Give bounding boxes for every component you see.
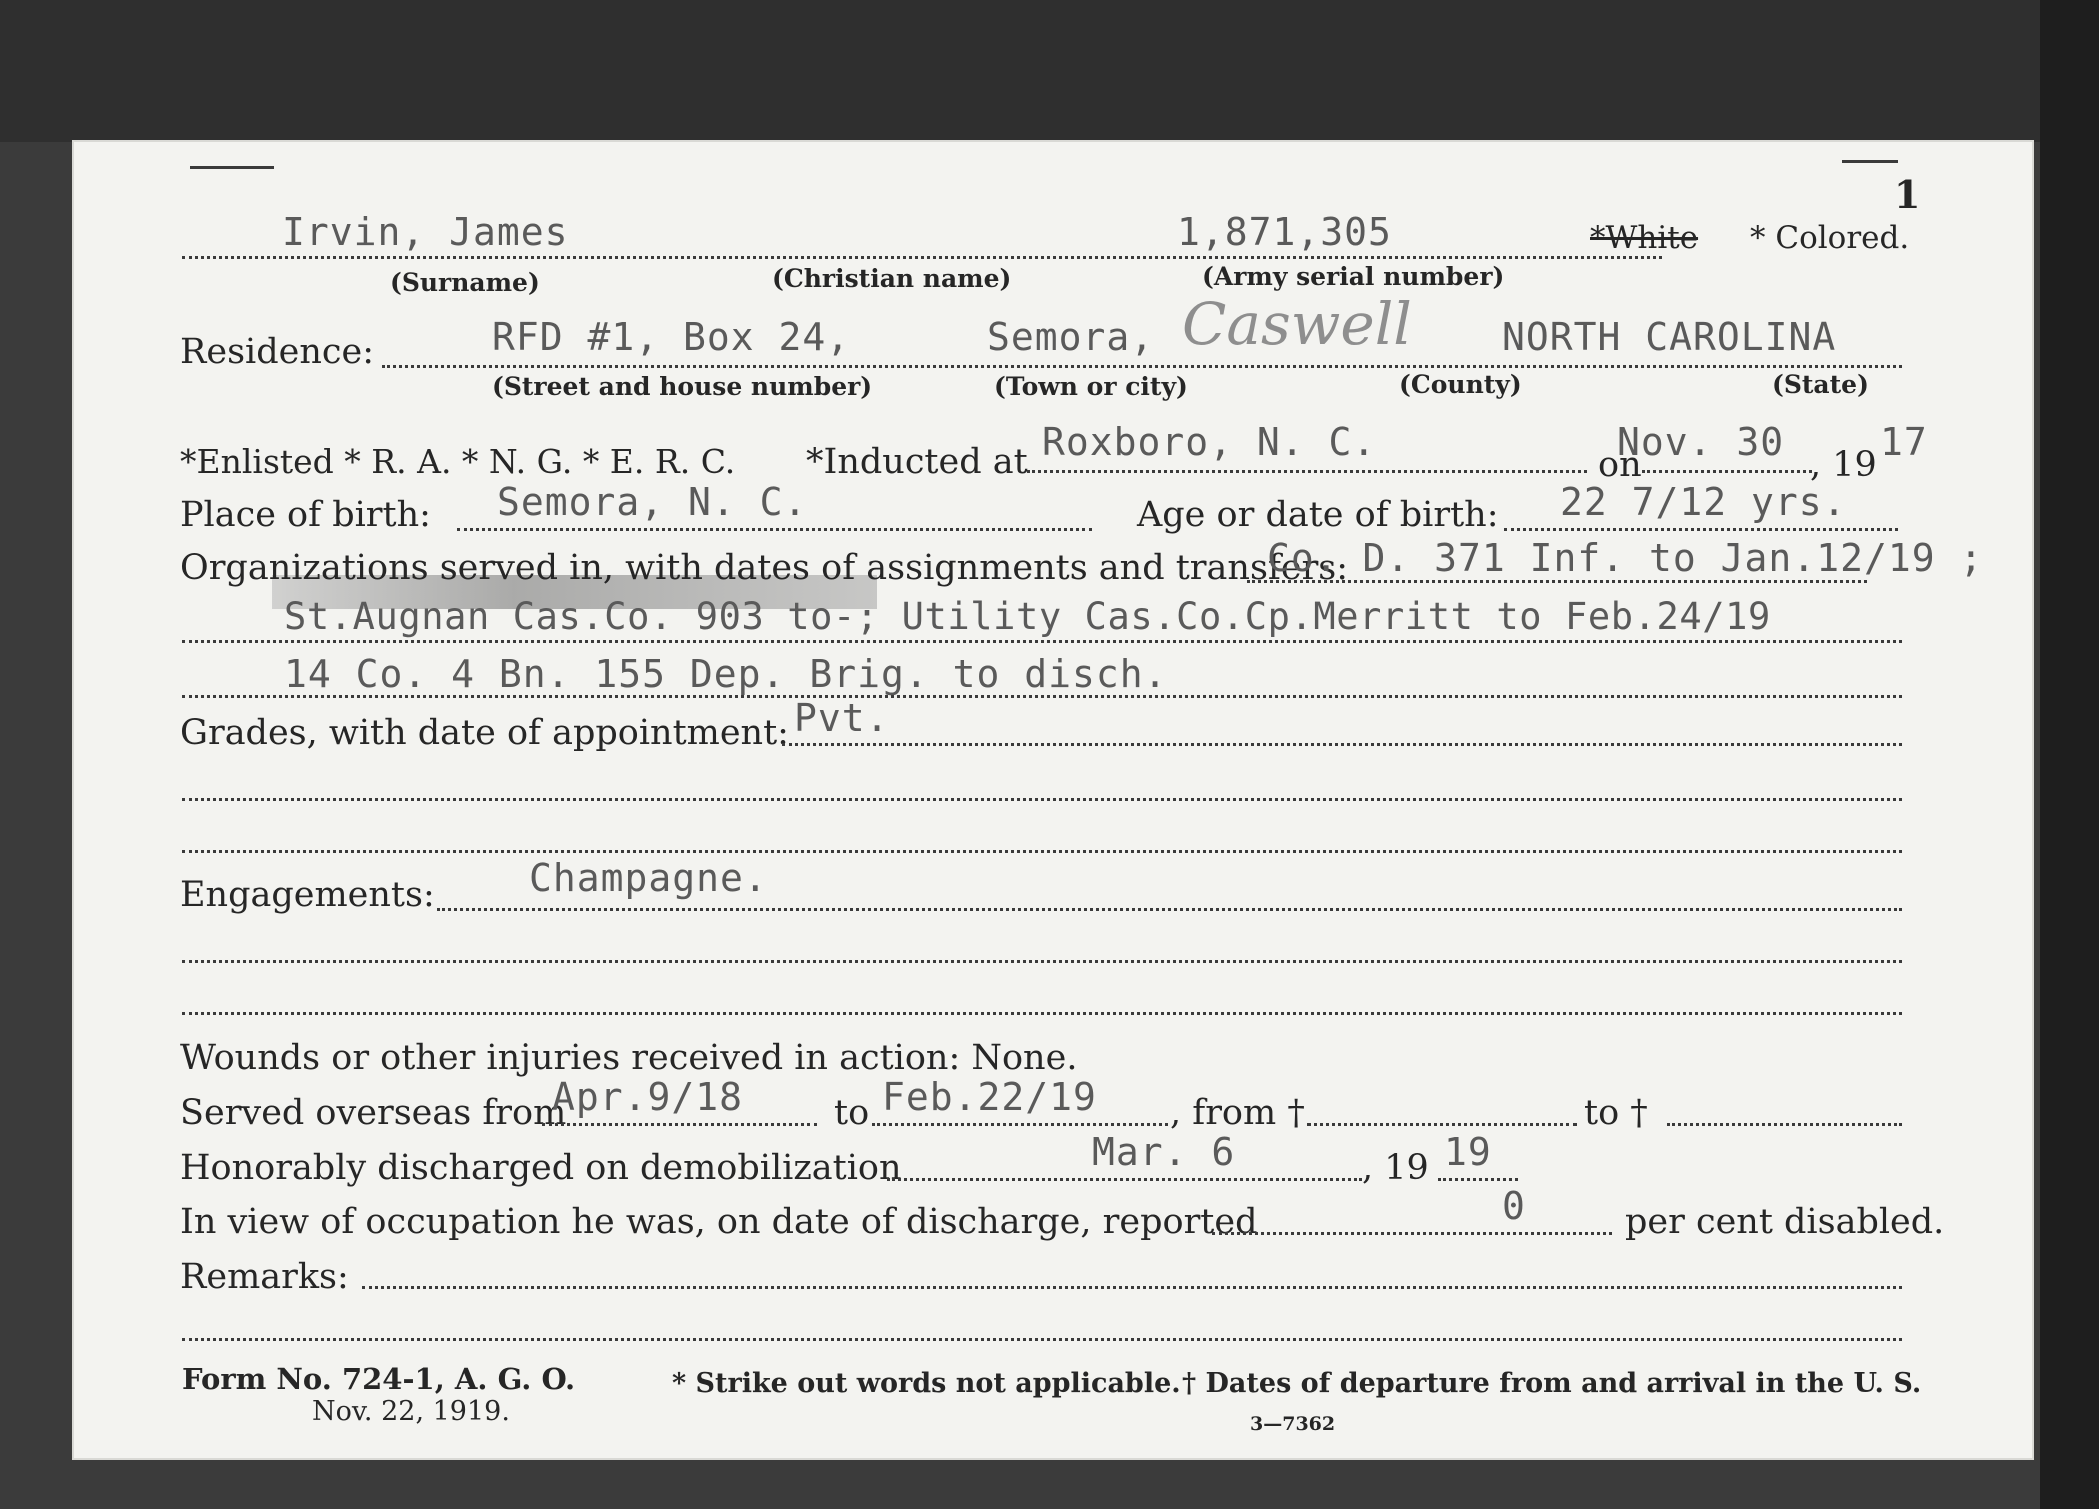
inducted-at-value: Roxboro, N. C. (1042, 420, 1377, 464)
scanner-edge (2040, 0, 2099, 1509)
discharge-date: Mar. 6 (1092, 1130, 1236, 1174)
grades-line-3 (182, 850, 1902, 853)
surname-caption: (Surname) (390, 268, 540, 297)
wounds-text: Wounds or other injuries received in action: None. (180, 1038, 1078, 1078)
induction-date: Nov. 30 (1617, 420, 1785, 464)
overseas-from-line (542, 1123, 817, 1126)
organizations-line-2-rule (182, 640, 1902, 643)
race-colored: * Colored. (1750, 220, 1910, 256)
age-line (1504, 528, 1898, 531)
discharge-date-line (887, 1178, 1362, 1181)
overseas-to-value: Feb.22/19 (882, 1075, 1097, 1119)
engagements-value: Champagne. (529, 856, 768, 900)
form-number: Form No. 724-1, A. G. O. (182, 1362, 576, 1396)
top-right-rule (1842, 160, 1898, 163)
county-caption: (County) (1399, 370, 1522, 399)
printer-code: 3—7362 (1250, 1413, 1336, 1435)
enlisted-options: *Enlisted * R. A. * N. G. * E. R. C. (180, 442, 736, 481)
organizations-line-2: St.Augnan Cas.Co. 903 to-; Utility Cas.Co.Cp.Merritt to Feb.24/19 (284, 595, 1771, 638)
engagements-line-3 (182, 1012, 1902, 1015)
serial-caption: (Army serial number) (1202, 262, 1505, 291)
name-line (182, 256, 1662, 259)
strike-out-note: * Strike out words not applicable. (672, 1368, 1181, 1399)
age-label: Age or date of birth: (1137, 495, 1499, 535)
grades-line-2 (182, 798, 1902, 801)
organizations-line-1-rule (1247, 580, 1867, 583)
street-caption: (Street and house number) (492, 372, 873, 401)
residence-label: Residence: (180, 332, 374, 372)
top-left-rule (190, 166, 274, 169)
birth-place-line (457, 528, 1092, 531)
induction-year-prefix: , 19 (1810, 445, 1877, 485)
discharge-year-line (1438, 1178, 1518, 1181)
disability-label: In view of occupation he was, on date of discharge, reported (180, 1202, 1258, 1242)
organizations-label: Organizations served in, with dates of assignments and transfers: (180, 548, 1349, 588)
overseas-from2-line (1307, 1123, 1577, 1126)
residence-town: Semora, (987, 315, 1155, 359)
disability-value: 0 (1502, 1184, 1526, 1228)
grades-line-1 (782, 743, 1902, 746)
overseas-to2-label: to † (1584, 1093, 1648, 1133)
birth-place-value: Semora, N. C. (497, 480, 808, 524)
residence-line (382, 365, 1902, 368)
remarks-label: Remarks: (180, 1257, 349, 1297)
inducted-at-line (1027, 470, 1587, 473)
induction-date-line (1642, 470, 1812, 473)
town-caption: (Town or city) (994, 372, 1188, 401)
surname-value: Irvin, James (282, 210, 569, 254)
engagements-line-1 (437, 908, 1902, 911)
inducted-label: *Inducted at (806, 442, 1028, 482)
overseas-to2-line (1667, 1123, 1902, 1126)
overseas-label: Served overseas from (180, 1093, 567, 1133)
engagements-label: Engagements: (180, 875, 435, 915)
grades-label: Grades, with date of appointment: (180, 713, 789, 753)
organizations-line-1: Co. D. 371 Inf. to Jan.12/19 ; (1267, 536, 1984, 580)
organizations-line-3: 14 Co. 4 Bn. 155 Dep. Brig. to disch. (284, 652, 1168, 696)
on-label: on (1598, 445, 1642, 485)
induction-year-suffix: 17 (1880, 420, 1928, 464)
state-caption: (State) (1772, 370, 1869, 399)
serial-value: 1,871,305 (1177, 210, 1392, 254)
birth-place-label: Place of birth: (180, 495, 431, 535)
age-value: 22 7/12 yrs. (1560, 480, 1847, 524)
scanner-backdrop (0, 0, 2099, 142)
discharge-year-suffix: 19 (1444, 1130, 1492, 1174)
form-date: Nov. 22, 1919. (312, 1396, 510, 1427)
engagements-line-2 (182, 960, 1902, 963)
christian-name-caption: (Christian name) (772, 264, 1012, 293)
disability-suffix: per cent disabled. (1625, 1202, 1945, 1242)
race-white-struck: *White (1590, 220, 1699, 256)
service-record-card (72, 140, 2034, 1460)
discharge-year-prefix: , 19 (1362, 1148, 1429, 1188)
card-number: 1 (1894, 172, 1921, 217)
dagger-note: † Dates of departure from and arrival in the U. S. (1182, 1368, 1922, 1399)
disability-line (1212, 1232, 1612, 1235)
remarks-line-1 (362, 1286, 1902, 1289)
grades-value: Pvt. (794, 696, 890, 740)
discharge-label: Honorably discharged on demobilization (180, 1148, 902, 1188)
overseas-to-label: to (834, 1093, 870, 1133)
overseas-from2-label: , from † (1170, 1093, 1305, 1133)
remarks-line-2 (182, 1338, 1902, 1341)
residence-county-handwritten: Caswell (1182, 290, 1412, 358)
overseas-from-value: Apr.9/18 (552, 1075, 744, 1119)
residence-street: RFD #1, Box 24, (492, 315, 851, 359)
organizations-line-3-rule (182, 695, 1902, 698)
residence-state: NORTH CAROLINA (1502, 315, 1837, 359)
overseas-to-line (872, 1123, 1168, 1126)
